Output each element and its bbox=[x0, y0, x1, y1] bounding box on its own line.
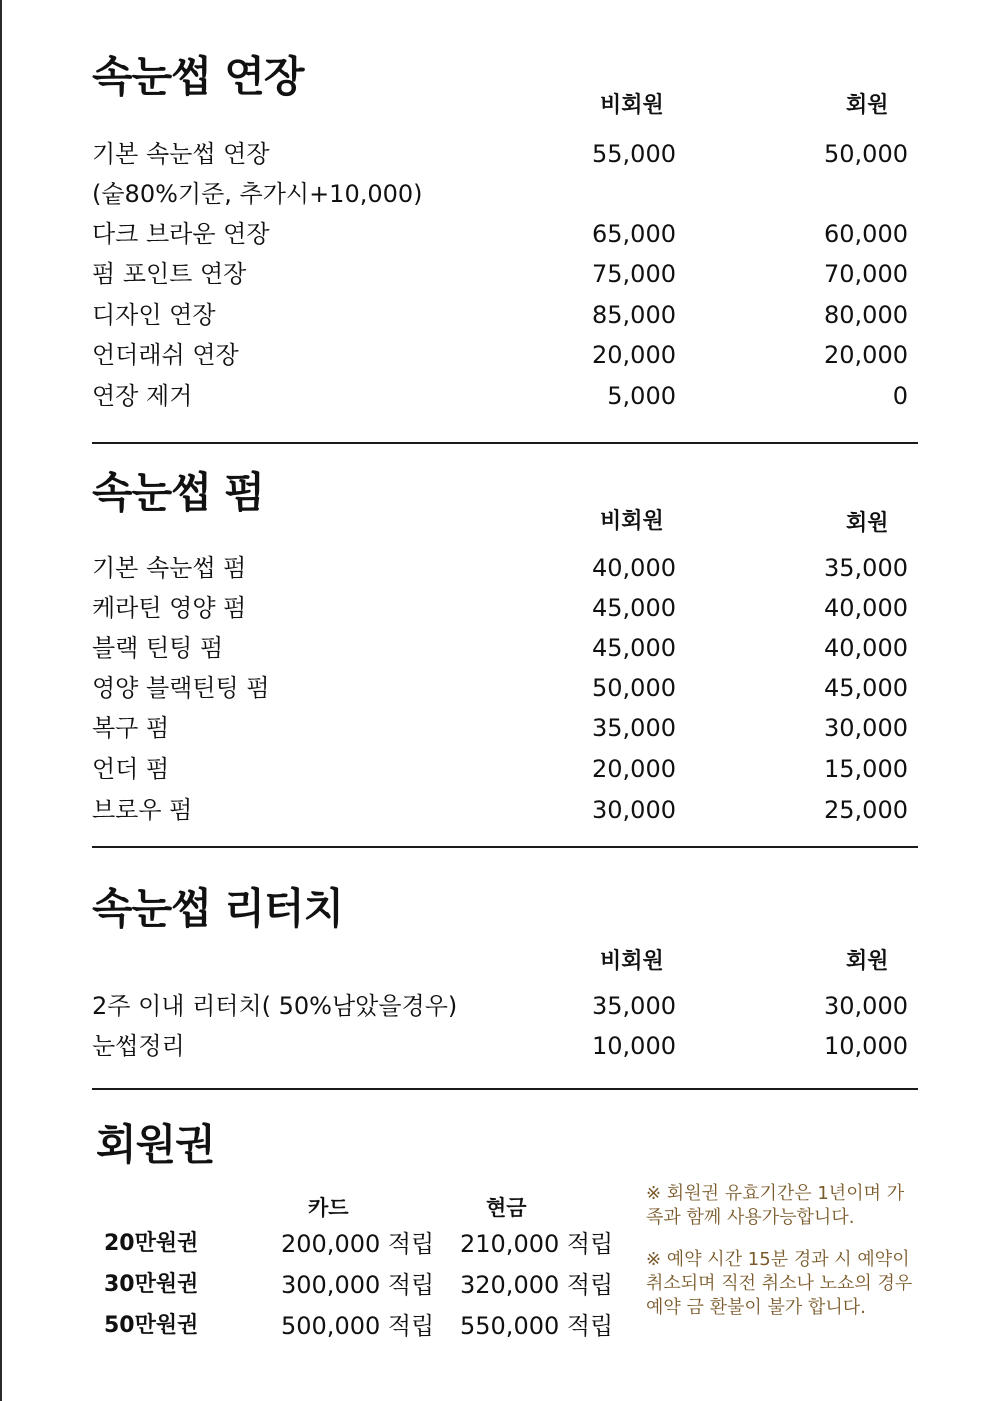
col-header-member: 회원 bbox=[846, 949, 889, 974]
nonmember-price: 35,000 bbox=[592, 714, 676, 742]
price-row bbox=[92, 668, 918, 708]
section-title: 속눈썹 리터치 bbox=[92, 884, 344, 933]
member-price: 15,000 bbox=[824, 755, 908, 783]
cash-amount: 210,000 적립 bbox=[460, 1230, 614, 1258]
price-row bbox=[92, 214, 918, 254]
section-perm bbox=[92, 460, 918, 840]
nonmember-price: 40,000 bbox=[592, 554, 676, 582]
member-price: 0 bbox=[892, 382, 908, 410]
item-name: 언더 펌 bbox=[92, 755, 170, 783]
section-extension bbox=[92, 44, 918, 424]
nonmember-price: 20,000 bbox=[592, 755, 676, 783]
nonmember-price: 45,000 bbox=[592, 634, 676, 662]
item-name: 연장 제거 bbox=[92, 382, 193, 410]
item-name: 블랙 틴팅 펌 bbox=[92, 634, 224, 662]
col-header-nonmember: 비회원 bbox=[600, 949, 664, 974]
price-row bbox=[92, 295, 918, 335]
item-name: 다크 브라운 연장 bbox=[92, 220, 270, 248]
membership-row bbox=[92, 1224, 632, 1264]
cash-amount: 320,000 적립 bbox=[460, 1271, 614, 1299]
item-name: 디자인 연장 bbox=[92, 301, 216, 329]
section-divider bbox=[92, 442, 918, 444]
nonmember-price: 55,000 bbox=[592, 140, 676, 168]
price-row bbox=[92, 254, 918, 294]
price-row bbox=[92, 588, 918, 628]
price-row bbox=[92, 174, 918, 214]
nonmember-price: 30,000 bbox=[592, 796, 676, 824]
member-price: 70,000 bbox=[824, 260, 908, 288]
membership-name: 50만원권 bbox=[104, 1313, 199, 1338]
col-header-member: 회원 bbox=[846, 93, 889, 118]
card-amount: 300,000 적립 bbox=[281, 1271, 435, 1299]
section-title: 속눈썹 펌 bbox=[92, 468, 264, 517]
member-price: 30,000 bbox=[824, 714, 908, 742]
price-row bbox=[92, 335, 918, 375]
nonmember-price: 75,000 bbox=[592, 260, 676, 288]
price-row bbox=[92, 749, 918, 789]
item-name: 펌 포인트 연장 bbox=[92, 260, 247, 288]
item-note: (숱80%기준, 추가시+10,000) bbox=[92, 180, 423, 208]
reservation-policy-note: ※ 예약 시간 15분 경과 시 예약이 취소되며 직전 취소나 노쇼의 경우 예약 금 환불이 불가 합니다. bbox=[646, 1249, 913, 1318]
member-price: 35,000 bbox=[824, 554, 908, 582]
price-row bbox=[92, 548, 918, 588]
col-header-member: 회원 bbox=[846, 511, 889, 536]
item-name: 브로우 펌 bbox=[92, 796, 193, 824]
section-retouch bbox=[92, 876, 918, 1076]
cash-amount: 550,000 적립 bbox=[460, 1312, 614, 1340]
member-price: 40,000 bbox=[824, 634, 908, 662]
item-name: 영양 블랙틴팅 펌 bbox=[92, 674, 270, 702]
membership-name: 30만원권 bbox=[104, 1272, 199, 1297]
nonmember-price: 65,000 bbox=[592, 220, 676, 248]
col-header-card: 카드 bbox=[308, 1196, 349, 1220]
nonmember-price: 10,000 bbox=[592, 1032, 676, 1060]
nonmember-price: 5,000 bbox=[607, 382, 676, 410]
item-name: 언더래쉬 연장 bbox=[92, 341, 239, 369]
price-row bbox=[92, 986, 918, 1026]
member-price: 45,000 bbox=[824, 674, 908, 702]
col-header-cash: 현금 bbox=[486, 1196, 527, 1220]
card-amount: 500,000 적립 bbox=[281, 1312, 435, 1340]
item-name: 복구 펌 bbox=[92, 714, 170, 742]
price-row bbox=[92, 790, 918, 830]
membership-name: 20만원권 bbox=[104, 1231, 199, 1256]
membership-row bbox=[92, 1265, 632, 1305]
member-price: 25,000 bbox=[824, 796, 908, 824]
item-name: 케라틴 영양 펌 bbox=[92, 594, 247, 622]
membership-row bbox=[92, 1306, 632, 1346]
member-price: 50,000 bbox=[824, 140, 908, 168]
nonmember-price: 85,000 bbox=[592, 301, 676, 329]
item-name: 2주 이내 리터치( 50%남았을경우) bbox=[92, 992, 458, 1020]
price-row bbox=[92, 708, 918, 748]
membership-title: 회원권 bbox=[96, 1120, 215, 1169]
nonmember-price: 50,000 bbox=[592, 674, 676, 702]
price-row bbox=[92, 1026, 918, 1066]
section-divider bbox=[92, 1088, 918, 1090]
card-amount: 200,000 적립 bbox=[281, 1230, 435, 1258]
member-price: 20,000 bbox=[824, 341, 908, 369]
section-title: 속눈썹 연장 bbox=[92, 52, 304, 101]
item-name: 기본 속눈썹 펌 bbox=[92, 554, 247, 582]
nonmember-price: 35,000 bbox=[592, 992, 676, 1020]
member-price: 30,000 bbox=[824, 992, 908, 1020]
item-name: 눈썹정리 bbox=[92, 1032, 185, 1060]
col-header-nonmember: 비회원 bbox=[600, 509, 664, 534]
member-price: 10,000 bbox=[824, 1032, 908, 1060]
price-row bbox=[92, 628, 918, 668]
page-left-border bbox=[0, 0, 2, 1401]
member-price: 60,000 bbox=[824, 220, 908, 248]
nonmember-price: 45,000 bbox=[592, 594, 676, 622]
nonmember-price: 20,000 bbox=[592, 341, 676, 369]
section-divider bbox=[92, 846, 918, 848]
membership-validity-note: ※ 회원권 유효기간은 1년이며 가족과 함께 사용가능합니다. bbox=[646, 1183, 905, 1228]
item-name: 기본 속눈썹 연장 bbox=[92, 140, 270, 168]
price-row bbox=[92, 134, 918, 174]
price-row bbox=[92, 376, 918, 416]
col-header-nonmember: 비회원 bbox=[600, 93, 664, 118]
member-price: 80,000 bbox=[824, 301, 908, 329]
member-price: 40,000 bbox=[824, 594, 908, 622]
